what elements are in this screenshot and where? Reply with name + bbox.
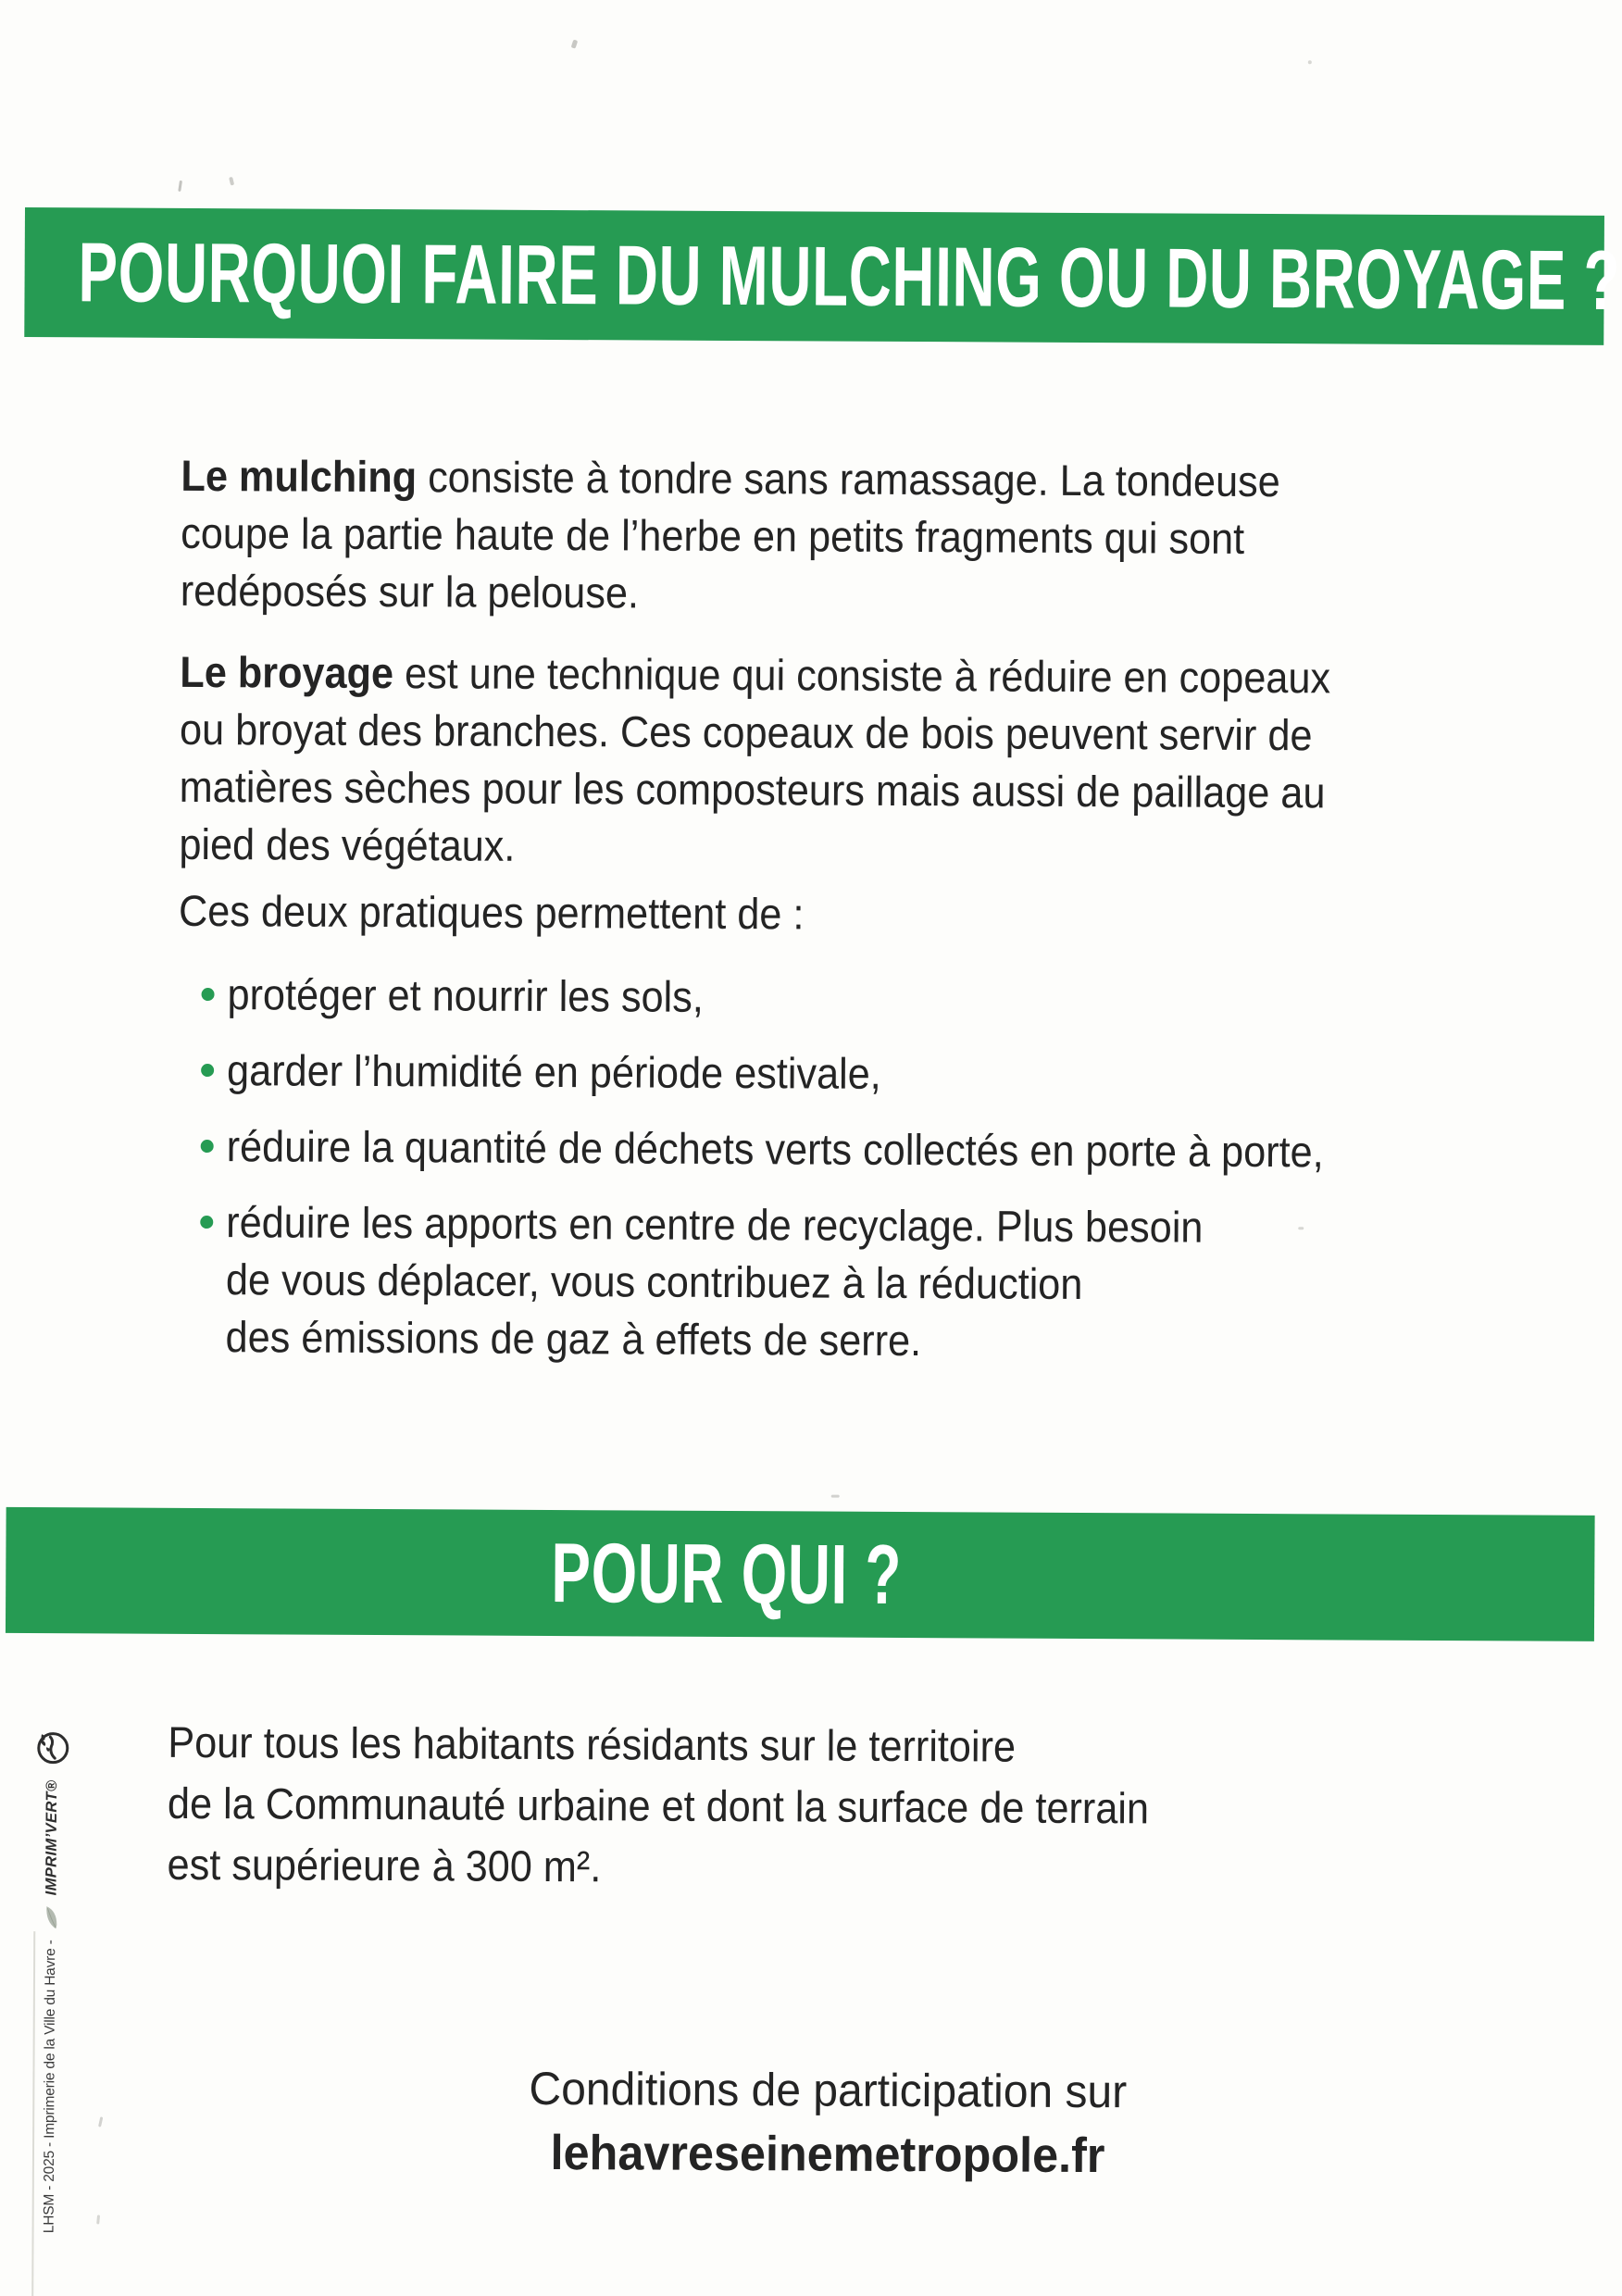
footer-website-url: lehavreseinemetropole.fr (550, 2126, 1105, 2184)
paragraph-line: de la Communauté urbaine et dont la surface de terrain (167, 1778, 1150, 1833)
paragraph-line-text: est une technique qui consiste à réduire en copeaux (393, 648, 1331, 703)
scan-speck (229, 177, 234, 186)
paragraph-line: redéposés sur la pelouse. (180, 565, 640, 618)
banner-why-title (24, 207, 1621, 345)
list-item (201, 1042, 1419, 1105)
list-item (199, 1193, 1418, 1372)
list-item-text (227, 1117, 1419, 1181)
benefits-list (199, 966, 1419, 1391)
paragraph-line-text: consiste à tondre sans ramassage. La tondeuse (416, 452, 1280, 506)
scan-speck (96, 2215, 100, 2224)
scan-speck (1308, 60, 1312, 64)
paragraph-line (180, 643, 1330, 707)
paragraph-line (181, 447, 1280, 510)
list-item (201, 966, 1419, 1029)
lead-word-broyage: Le broyage (180, 646, 394, 698)
bullet-icon (201, 1064, 214, 1077)
scan-speck (831, 1495, 840, 1498)
banner-why-text: POURQUOI FAIRE DU MULCHING OU DU BROYAGE ? (78, 225, 1621, 328)
list-item-line: des émissions de gaz à effets de serre. (225, 1312, 922, 1366)
banner-who-title (6, 1507, 1595, 1641)
footer-conditions (0, 2057, 1613, 2190)
banner-who-text: POUR QUI ? (550, 1526, 902, 1622)
print-credit-text: LHSM - 2025 - Imprimerie de la Ville du Havre - (41, 1940, 59, 2234)
footer-conditions-text: Conditions de participation sur (529, 2062, 1128, 2118)
leaf-icon (44, 1904, 58, 1930)
paragraph-broyage (179, 643, 1430, 880)
paragraph-line: ou broyat des branches. Ces copeaux de bois peuvent servir de (179, 704, 1313, 760)
scan-speck (178, 181, 182, 192)
bullet-icon (202, 988, 215, 1001)
scan-speck (571, 40, 579, 49)
paragraph-line: est supérieure à 300 m². (167, 1839, 602, 1891)
print-credit (31, 1729, 72, 2233)
list-item-text (227, 966, 744, 1026)
list-item-line: protéger et nourrir les sols, (227, 969, 704, 1021)
paragraph-line: pied des végétaux. (179, 818, 516, 870)
list-item-text (225, 1193, 1288, 1371)
list-intro-text: Ces deux pratiques permettent de : (178, 885, 805, 939)
paragraph-who (167, 1712, 1234, 1901)
list-item-line: garder l’humidité en période estivale, (226, 1045, 881, 1098)
list-item-text (227, 1042, 938, 1103)
paragraph-mulching (181, 447, 1377, 626)
list-intro (179, 882, 858, 943)
bullet-icon (200, 1216, 213, 1229)
lead-word-mulching: Le mulching (181, 450, 418, 502)
bullet-icon (201, 1140, 214, 1153)
list-item-line: réduire la quantité de déchets verts collectés en porte à porte, (226, 1121, 1324, 1177)
list-item-line: de vous déplacer, vous contribuez à la réduction (225, 1254, 1083, 1308)
list-item-line: réduire les apports en centre de recyclage. Plus besoin (226, 1197, 1204, 1252)
scan-speck (1298, 1227, 1304, 1229)
print-credit-brand: IMPRIM’VERT® (42, 1779, 60, 1896)
paragraph-line: coupe la partie haute de l’herbe en petits fragments qui sont (181, 507, 1245, 563)
paragraph-line: matières sèches pour les composteurs mais aussi de paillage au (179, 761, 1326, 817)
paragraph-line: Pour tous les habitants résidants sur le territoire (168, 1716, 1017, 1771)
list-item (201, 1117, 1419, 1181)
imprim-vert-logo-icon (33, 1729, 70, 1766)
